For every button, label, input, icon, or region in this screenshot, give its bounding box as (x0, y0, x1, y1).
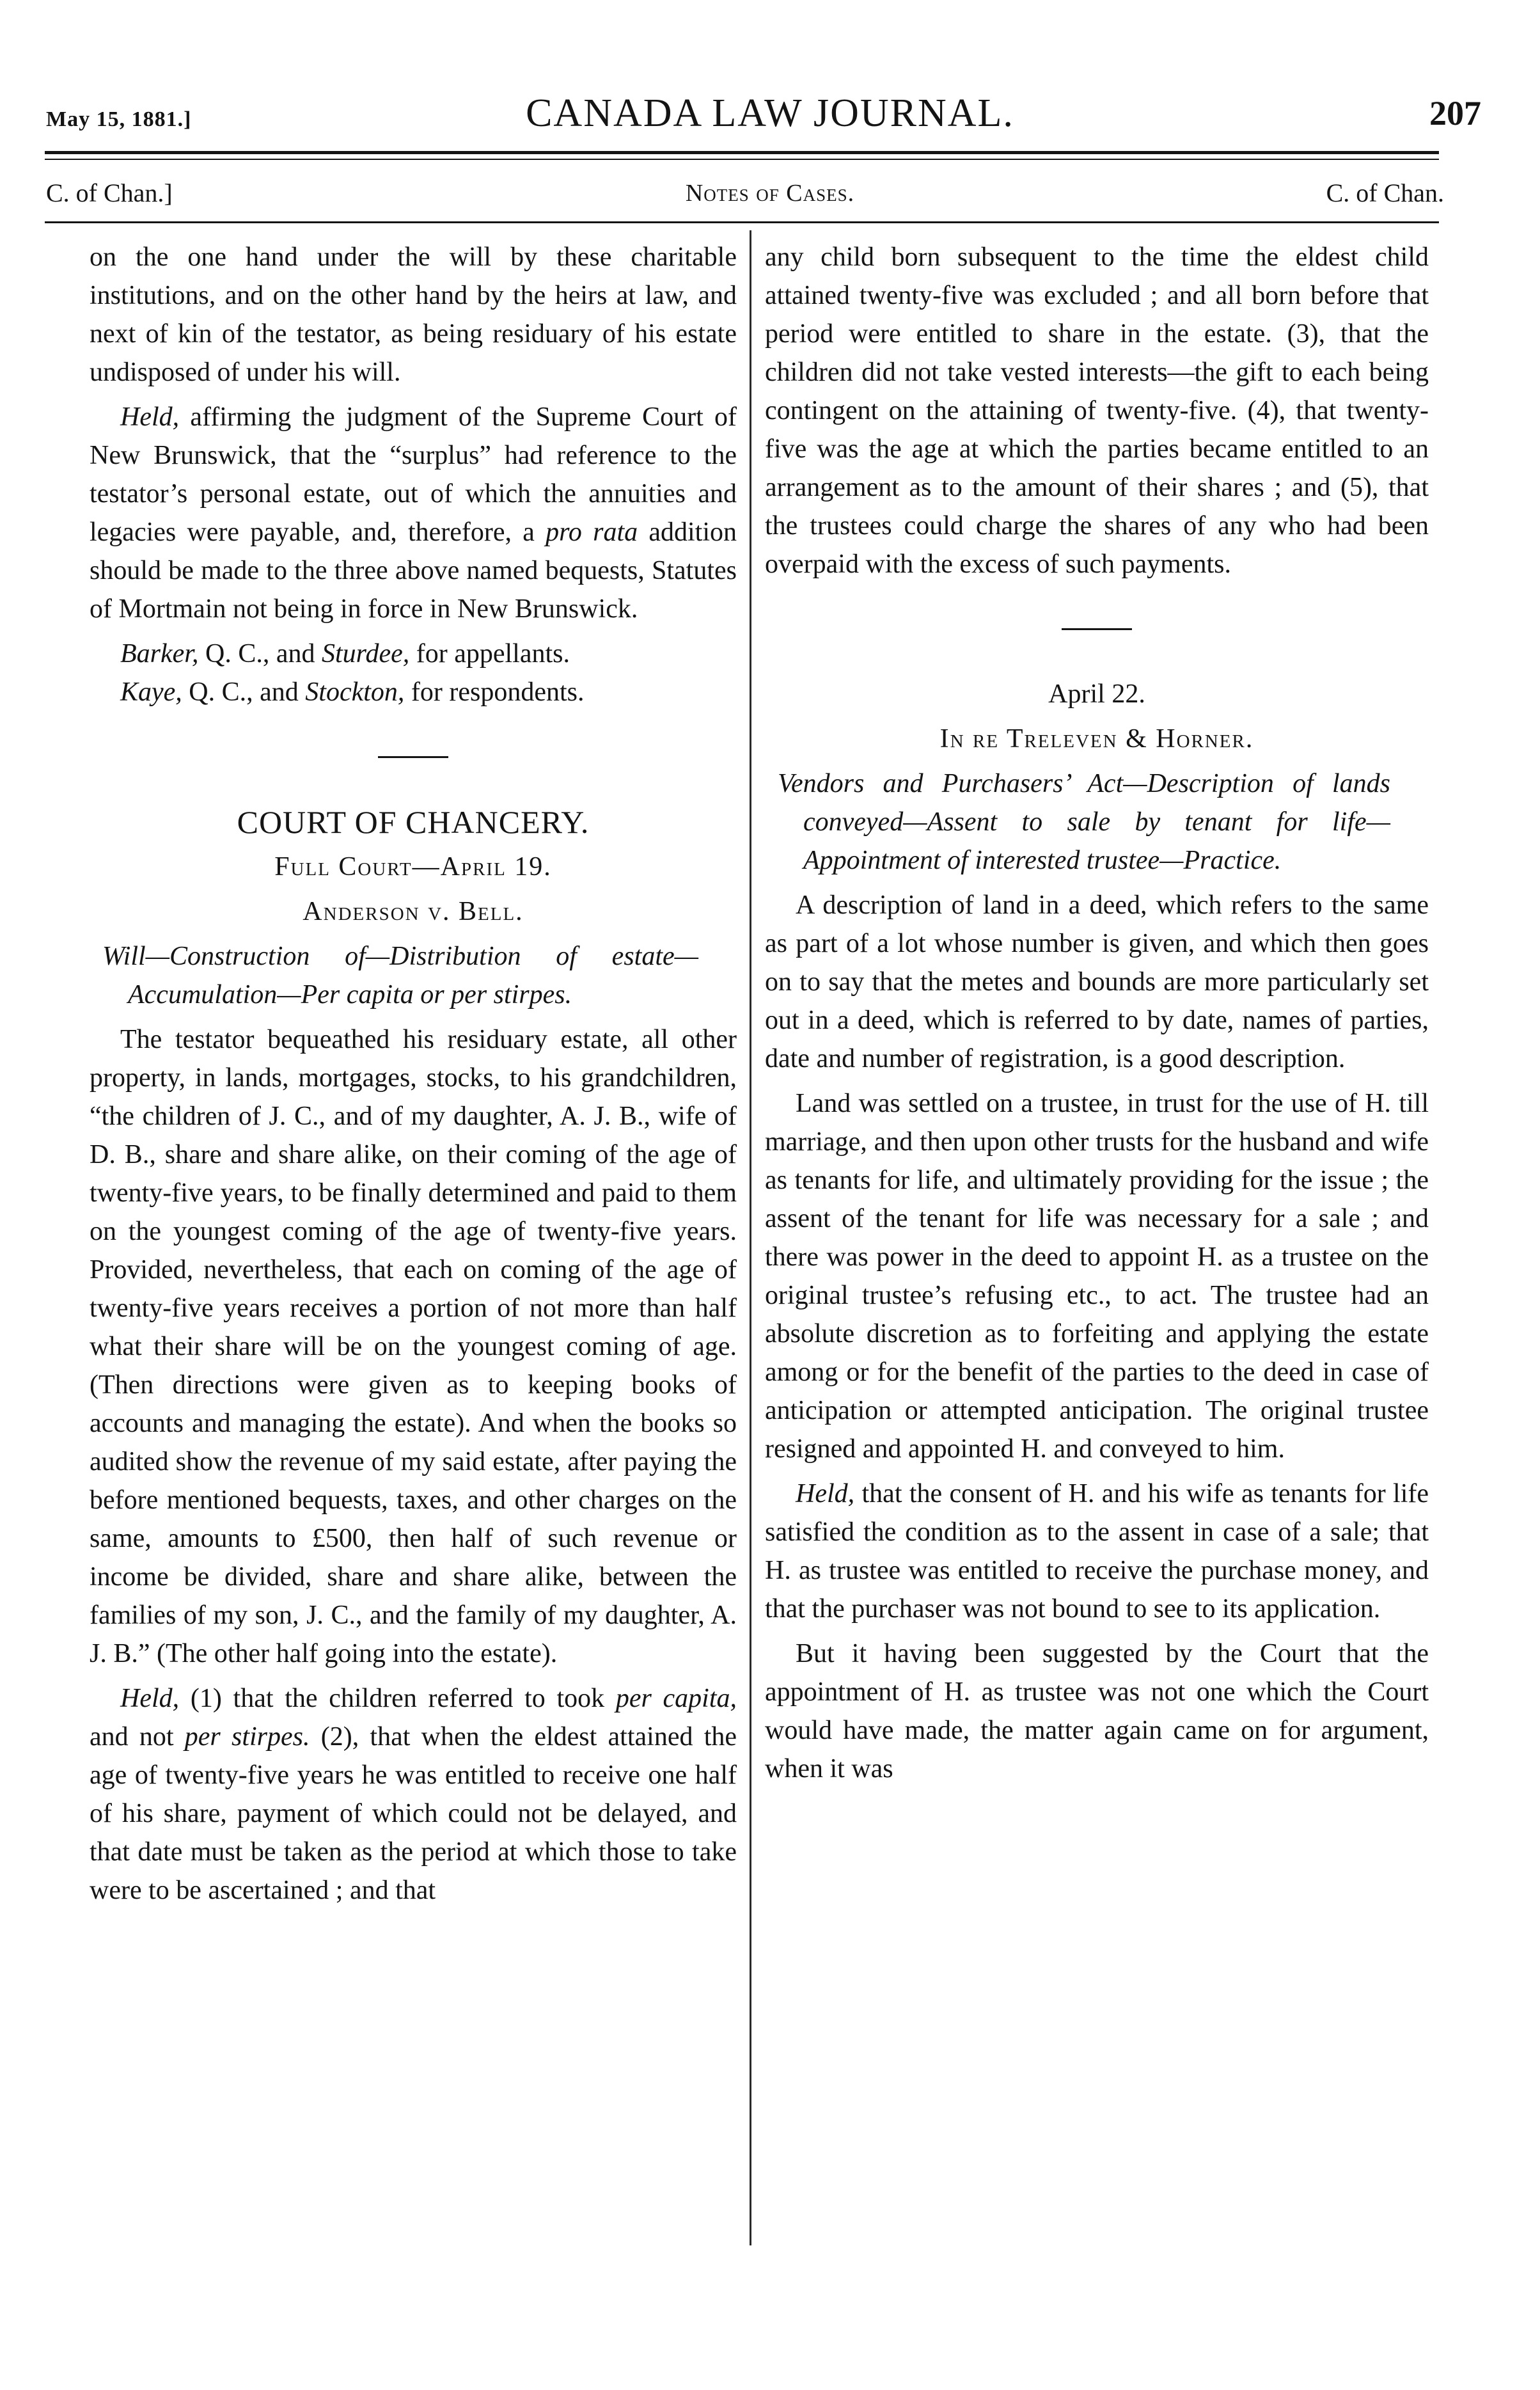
counsel-text: Q. C., and (182, 677, 306, 707)
headnote-2: Vendors and Purchasers’ Act—Description of lands conveyed—Assent to sale by tenant for life—Appointment of interested trustee—Practice. (778, 769, 1390, 875)
counsel-name: Sturdee, (321, 639, 410, 669)
held-label: Held, (120, 402, 180, 432)
column-divider (750, 230, 751, 2245)
held-text-a: affirming the judgment of the Supreme Court of New Brunswick, that the “surplus” had reference to the testator’s personal estate, out of which the annuities and legacies were payable, and, therefore, a (90, 402, 737, 547)
headnote (90, 937, 737, 1014)
section-label-right: C. of Chan. (1326, 178, 1444, 207)
per-capita-term: per capita, (615, 1684, 737, 1713)
pro-rata-term: pro rata (546, 518, 638, 547)
held-label: Held, (120, 1684, 180, 1713)
paragraph-description: A description of land in a deed, which refers to the same as part of a lot whose number is given, and which then goes on to say that the metes and bounds are more particularly set out in a deed, which is referred to by date, names of parties, date and number of registration, is a good description. (765, 890, 1429, 1073)
held-text: and not (90, 1722, 185, 1752)
section-separator (1062, 628, 1132, 630)
left-column (90, 238, 737, 1916)
held-label: Held, (796, 1479, 855, 1508)
headnote-text: Per capita (301, 980, 414, 1009)
held-text-b: addition should be made to the three above named bequests, Statutes of Mortmain not being in force in New Brunswick. (90, 518, 737, 624)
headnote-text: Will—Construction of—Distribution of estate—Accumulation— (102, 942, 698, 1009)
journal-title: CANADA LAW JOURNAL. (526, 91, 1014, 135)
headnote-text: per stirpes. (451, 980, 572, 1009)
counsel-text: for respondents. (404, 677, 585, 707)
section-separator (378, 756, 448, 758)
counsel-respondents (90, 673, 737, 711)
counsel-name: Stockton, (305, 677, 405, 707)
counsel-text: Q. C., and (198, 639, 322, 669)
paragraph-held-1 (90, 398, 737, 628)
section-label-center: Notes of Cases. (685, 180, 855, 207)
case-name: Anderson v. Bell. (302, 897, 524, 926)
header-rule-thick (45, 151, 1439, 154)
counsel-appellants (90, 635, 737, 673)
per-stirpes-term: per stirpes. (184, 1722, 310, 1752)
case-date: April 22. (1048, 679, 1145, 709)
held-text: (1) that the children referred to took (179, 1684, 616, 1713)
counsel-block (90, 635, 737, 711)
counsel-text: for appellants. (409, 639, 570, 669)
header-rule-thin (45, 159, 1439, 160)
counsel-name: Kaye, (120, 677, 182, 707)
section-label-left: C. of Chan.] (46, 178, 173, 207)
paragraph-final: But it having been suggested by the Court that the appointment of H. as trustee was not one which the Court would have made, the matter again came on for argument, when it was (765, 1639, 1429, 1784)
page-number: 207 (1429, 94, 1481, 132)
held-text: that the consent of H. and his wife as tenants for life satisfied the condition as to the assent in case of a sale; that H. as trustee was entitled to receive the purchase money, and that the purchaser was not bound to see to its application. (765, 1479, 1429, 1624)
paragraph-intro: on the one hand under the will by these charitable institutions, and on the other hand by the heirs at law, and next of kin of the testator, as being residuary of his estate undisposed of under his will. (90, 242, 737, 387)
subheader-rule (45, 221, 1439, 223)
right-column (765, 238, 1429, 1794)
case-name-2: In re Treleven & Horner. (939, 724, 1254, 754)
paragraph-land: Land was settled on a trustee, in trust for the use of H. till marriage, and then upon other trusts for the husband and wife as tenants for life, and ultimately providing for the issue ; the assent of the tenant for life was necessary for a sale ; and there was power in the deed to appoint H. as a trustee on the original trustee’s refusing etc., to act. The trustee had an absolute discretion as to forfeiting and applying the estate among or for the benefit of the parties to the deed in case of anticipation or attempted anticipation. The original trustee resigned and appointed H. and conveyed to him. (765, 1089, 1429, 1464)
full-court-heading: Full Court—April 19. (274, 852, 552, 882)
issue-date: May 15, 1881.] (46, 107, 192, 131)
paragraph-held-2 (90, 1679, 737, 1910)
court-heading: COURT OF CHANCERY. (237, 804, 590, 840)
held-text: (2), that when the eldest attained the age of twenty-five years he was entitled to receive one half of his share, payment of which could not be delayed, and that date must be taken as the period at which those to take were to be ascertained ; and that (90, 1722, 737, 1905)
headnote-text: or (413, 980, 452, 1009)
counsel-name: Barker, (120, 639, 199, 669)
paragraph-held-3 (765, 1475, 1429, 1628)
paragraph-testator: The testator bequeathed his residuary estate, all other property, in lands, mortgages, stocks, to his grandchildren, “the children of J. C., and of my daughter, A. J. B., wife of D. B., share and share alike, on their coming of the age of twenty-five years, to be finally determined and paid to them on the youngest coming of the age of twenty-five years. Provided, nevertheless, that each on coming of the age of twenty-five years receives a portion of not more than half what their share will be on the youngest coming of age. (Then directions were given as to keeping books of accounts and managing the estate). And when the books so audited show the revenue of my said estate, after paying the before mentioned bequests, taxes, and other charges on the same, amounts to £500, then half of such revenue or income be divided, share and share alike, between the families of my son, J. C., and the family of my daughter, A. J. B.” (The other half going into the estate). (90, 1025, 737, 1668)
paragraph-continued: any child born subsequent to the time the eldest child attained twenty-five was excluded ; and all born before that period were entitled to share in the estate. (3), that the children did not take vested interests—the gift to each being contingent on the attaining of twenty-five. (4), that twenty-five was the age at which the parties became entitled to an arrangement as to the amount of their shares ; and (5), that the trustees could charge the shares of any who had been overpaid with the excess of such payments. (765, 242, 1429, 579)
